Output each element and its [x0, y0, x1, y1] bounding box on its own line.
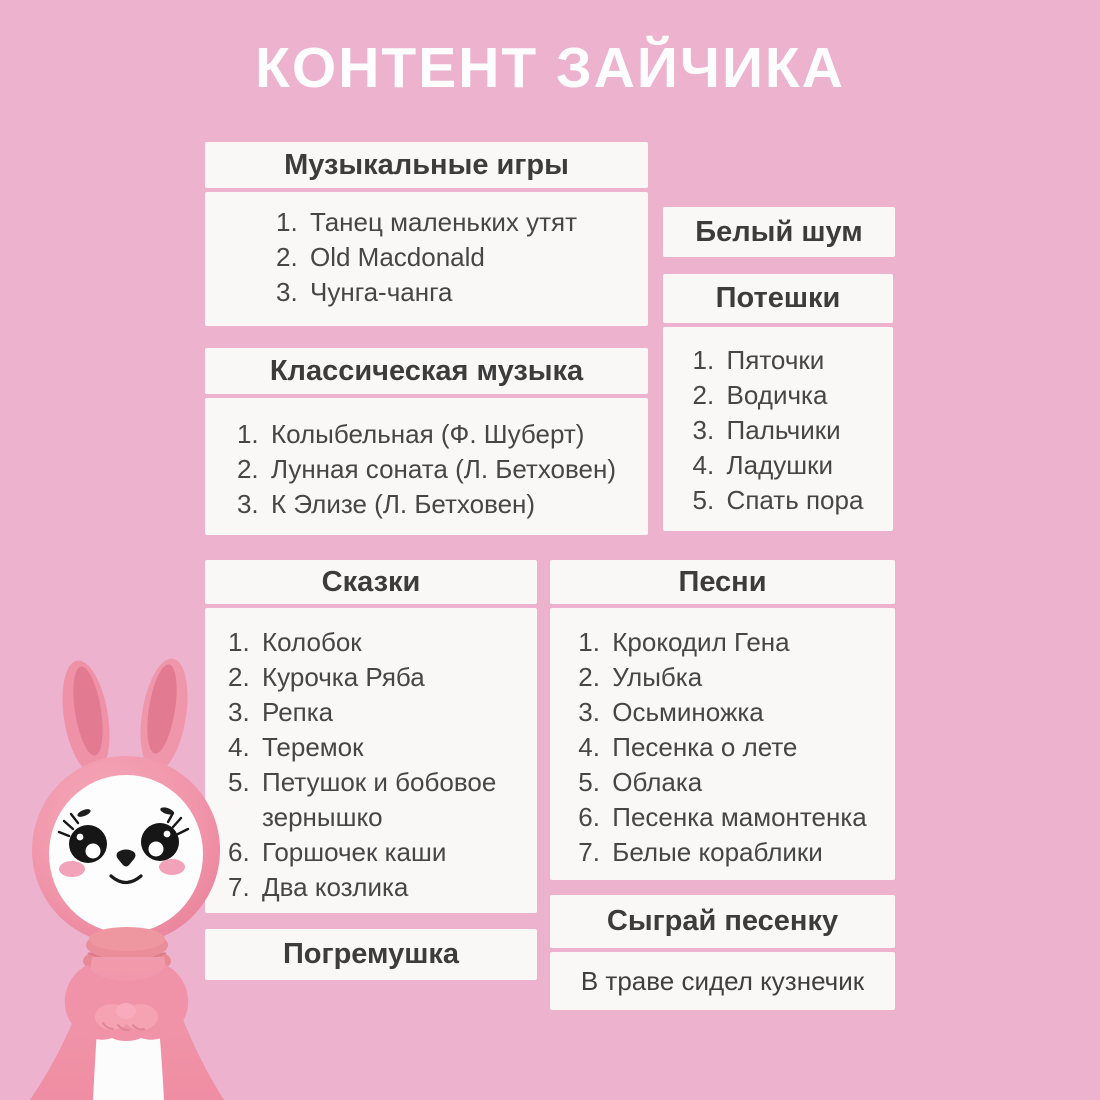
- songs-list: [578, 608, 866, 870]
- card-white-noise: [663, 207, 895, 257]
- list-item: [578, 800, 866, 835]
- list-item-text: Белые кораблики: [612, 837, 823, 867]
- list-item-text: Петушок и бобовое зернышко: [262, 767, 497, 832]
- fairy-tales-list: [228, 608, 514, 905]
- list-item-number: 2.: [578, 662, 600, 692]
- play-a-song-item: В траве сидел кузнечик: [580, 965, 865, 996]
- list-item: [237, 417, 616, 452]
- list-item: [578, 625, 866, 660]
- list-item-number: 1.: [228, 627, 250, 657]
- card-rattle: [205, 929, 537, 980]
- list-item-number: 2.: [228, 662, 250, 692]
- card-classical-music-header: [205, 348, 648, 394]
- list-item: [578, 730, 866, 765]
- card-songs-title: Песни: [678, 565, 767, 598]
- list-item: [228, 660, 514, 695]
- list-item-number: 1.: [692, 345, 715, 375]
- card-play-a-song-body: [550, 952, 895, 1010]
- list-item-text: Колыбельная (Ф. Шуберт): [270, 419, 585, 449]
- list-item-text: Пяточки: [726, 345, 825, 375]
- list-item-text: Пальчики: [726, 415, 841, 445]
- list-item-number: 5.: [578, 767, 600, 797]
- list-item-number: 1.: [578, 627, 600, 657]
- card-nursery-rhymes-header: [663, 274, 893, 323]
- list-item-number: 4.: [228, 732, 250, 762]
- list-item: [693, 343, 864, 378]
- list-item-text: Лунная соната (Л. Бетховен): [270, 454, 617, 484]
- list-item: [228, 730, 514, 765]
- card-play-a-song-title: Сыграй песенку: [606, 905, 839, 937]
- list-item: [237, 452, 616, 487]
- list-item-text: Чунга-чанга: [310, 277, 453, 307]
- list-item-text: Два козлика: [262, 872, 409, 902]
- list-item-number: 2.: [236, 454, 259, 484]
- card-classical-music-body: [205, 398, 648, 535]
- list-item-text: Теремок: [262, 732, 364, 762]
- list-item: [228, 695, 514, 730]
- list-item-text: Курочка Ряба: [262, 662, 425, 692]
- card-songs-header: [550, 560, 895, 604]
- list-item: [693, 413, 864, 448]
- list-item-number: 3.: [236, 489, 259, 519]
- list-item-text: Горшочек каши: [262, 837, 447, 867]
- list-item: [693, 483, 864, 518]
- list-item-text: Спать пора: [726, 485, 864, 515]
- list-item-text: Крокодил Гена: [612, 627, 790, 657]
- list-item: [228, 625, 514, 660]
- list-item: [276, 275, 577, 310]
- list-item-text: Репка: [262, 697, 334, 727]
- list-item-text: Водичка: [726, 380, 828, 410]
- list-item-text: Танец маленьких утят: [310, 207, 577, 237]
- list-item: [276, 205, 577, 240]
- list-item-number: 3.: [578, 697, 600, 727]
- nursery-rhymes-list: [693, 327, 864, 518]
- list-item-text: Колобок: [262, 627, 362, 657]
- bunny-body: [30, 957, 224, 1100]
- list-item-number: 1.: [276, 207, 298, 237]
- card-musical-games-header: [205, 142, 648, 188]
- musical-games-list: [276, 192, 577, 310]
- list-item-number: 1.: [236, 419, 259, 449]
- list-item: [276, 240, 577, 275]
- list-item-number: 5.: [228, 767, 250, 797]
- list-item-text: Облака: [612, 767, 703, 797]
- list-item: [228, 835, 514, 870]
- card-fairy-tales-header: [205, 560, 537, 604]
- card-fairy-tales-body: [205, 608, 537, 913]
- card-rattle-title: Погремушка: [282, 938, 460, 970]
- list-item-number: 3.: [228, 697, 250, 727]
- list-item: [228, 870, 514, 905]
- list-item-number: 5.: [692, 485, 715, 515]
- list-item: [228, 765, 514, 835]
- list-item-number: 2.: [276, 242, 298, 272]
- list-item: [578, 765, 866, 800]
- list-item: [693, 378, 864, 413]
- card-white-noise-title: Белый шум: [695, 215, 863, 248]
- page-title: КОНТЕНТ ЗАЙЧИКА: [255, 36, 845, 100]
- list-item-number: 3.: [276, 277, 298, 307]
- list-item-number: 2.: [692, 380, 715, 410]
- card-musical-games-body: [205, 192, 648, 326]
- card-nursery-rhymes-title: Потешки: [715, 282, 841, 314]
- list-item-number: 6.: [228, 837, 250, 867]
- list-item-text: Ладушки: [726, 450, 833, 480]
- list-item-text: Песенка мамонтенка: [612, 802, 867, 832]
- list-item-number: 7.: [578, 837, 600, 867]
- list-item: [578, 835, 866, 870]
- classical-music-list: [237, 398, 616, 522]
- list-item-number: 4.: [692, 450, 715, 480]
- card-songs-body: [550, 608, 895, 880]
- list-item-number: 4.: [578, 732, 600, 762]
- list-item-number: 3.: [692, 415, 715, 445]
- list-item: [578, 695, 866, 730]
- list-item-text: Осьминожка: [612, 697, 764, 727]
- bunny-toy-illustration: [0, 645, 245, 1100]
- card-play-a-song-header: [550, 895, 895, 948]
- card-nursery-rhymes-body: [663, 327, 893, 531]
- card-fairy-tales-title: Сказки: [321, 565, 421, 598]
- list-item-text: Песенка о лете: [612, 732, 798, 762]
- list-item-text: Улыбка: [612, 662, 703, 692]
- card-classical-music-title: Классическая музыка: [269, 354, 584, 387]
- list-item: [693, 448, 864, 483]
- list-item-text: Old Macdonald: [310, 242, 485, 272]
- list-item-number: 6.: [578, 802, 600, 832]
- list-item-text: К Элизе (Л. Бетховен): [270, 489, 536, 519]
- list-item-number: 7.: [228, 872, 250, 902]
- card-musical-games-title: Музыкальные игры: [284, 148, 569, 181]
- list-item: [237, 487, 616, 522]
- list-item: [578, 660, 866, 695]
